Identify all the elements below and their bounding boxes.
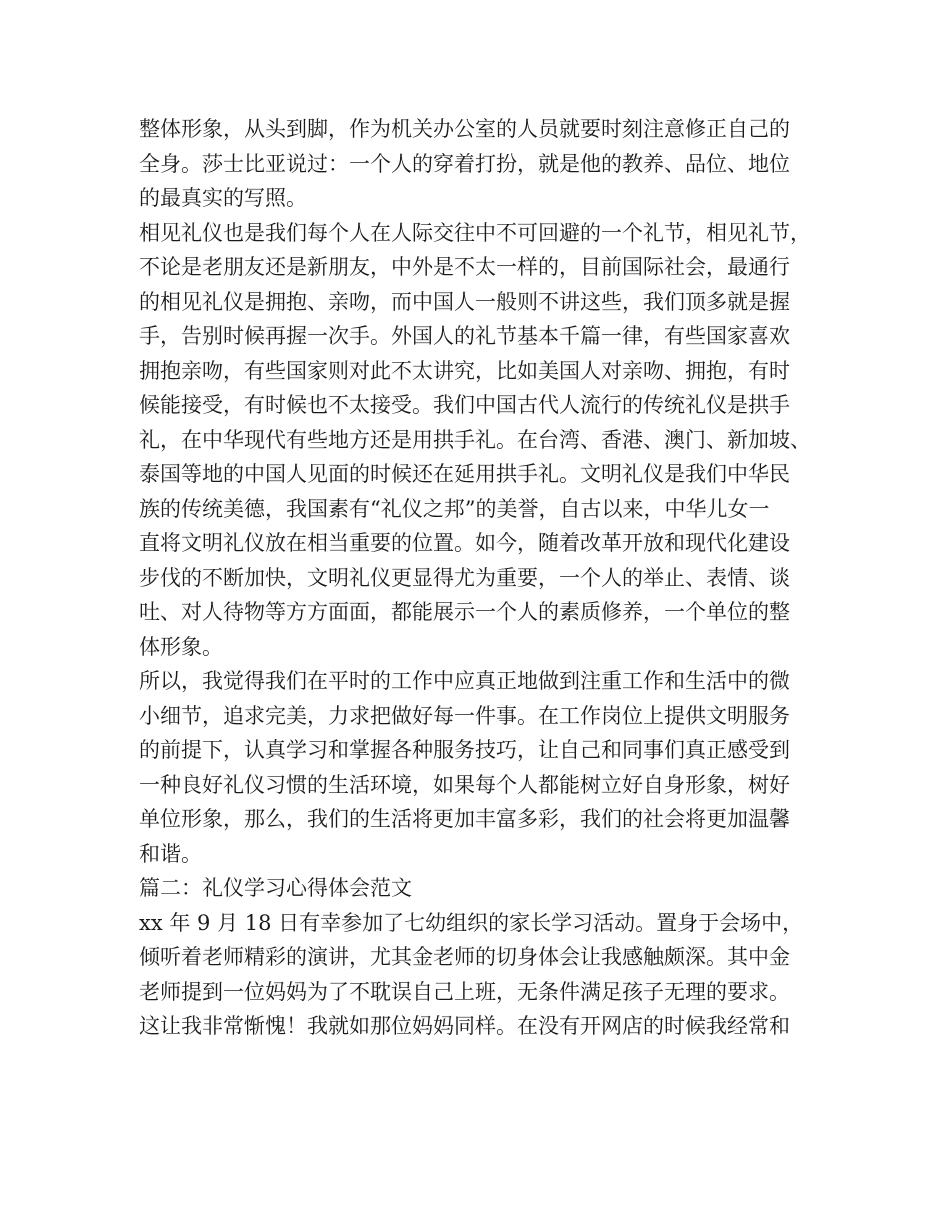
section-heading: 篇二：礼仪学习心得体会范文 bbox=[139, 876, 412, 900]
paragraph-3: 所以，我觉得我们在平时的工作中应真正地做到注重工作和生活中的微 小细节，追求完美，力求把做好每一件事。在工作岗位上提供文明服务 的前提下，认真学习和掌握各种服务技巧，让自己和同事们真正感受到 一种良好礼仪习惯的生活环境，如果每个人都能树立好自身形象，树好 单位形象，那么，我们的生活将更加丰富多彩，我们的社会将更加温馨 和谐。 bbox=[139, 669, 790, 866]
paragraph-1: 整体形象，从头到脚，作为机关办公室的人员就要时刻注意修正自己的 全身。莎士比亚说过：一个人的穿着打扮，就是他的教养、品位、地位 的最真实的写照。 bbox=[139, 117, 790, 210]
paragraph-4: xx 年 9 月 18 日有幸参加了七幼组织的家长学习活动。置身于会场中， 倾听着老师精彩的演讲，尤其金老师的切身体会让我感触颇深。其中金 老师提到一位妈妈为了不耽误自己上班，无条件满足孩子无理的要求。 这让我非常惭愧！我就如那位妈妈同样。在没有开网店的时候我经常和 bbox=[139, 910, 804, 1038]
document-body bbox=[139, 112, 819, 1044]
paragraph-2: 相见礼仪也是我们每个人在人际交往中不可回避的一个礼节，相见礼节， 不论是老朋友还是新朋友，中外是不太一样的，目前国际社会，最通行 的相见礼仪是拥抱、亲吻，而中国人一般则不讲这些，我们顶多就是握 手，告别时候再握一次手。外国人的礼节基本千篇一律，有些国家喜欢 拥抱亲吻，有些国家则对此不太讲究，比如美国人对亲吻、拥抱，有时 候能接受，有时候也不太接受。我们中国古代人流行的传统礼仪是拱手 礼，在中华现代有些地方还是用拱手礼。在台湾、香港、澳门、新加坡、 泰国等地的中国人见面的时候还在延用拱手礼。文明礼仪是我们中华民 族的传统美德，我国素有“礼仪之邦”的美誉，自古以来，中华儿女一 直将文明礼仪放在相当重要的位置。如今，随着改革开放和现代化建设 步伐的不断加快，文明礼仪更显得尤为重要，一个人的举止、表情、谈 吐、对人待物等方方面面，都能展示一个人的素质修养，一个单位的整 体形象。 bbox=[139, 220, 811, 659]
